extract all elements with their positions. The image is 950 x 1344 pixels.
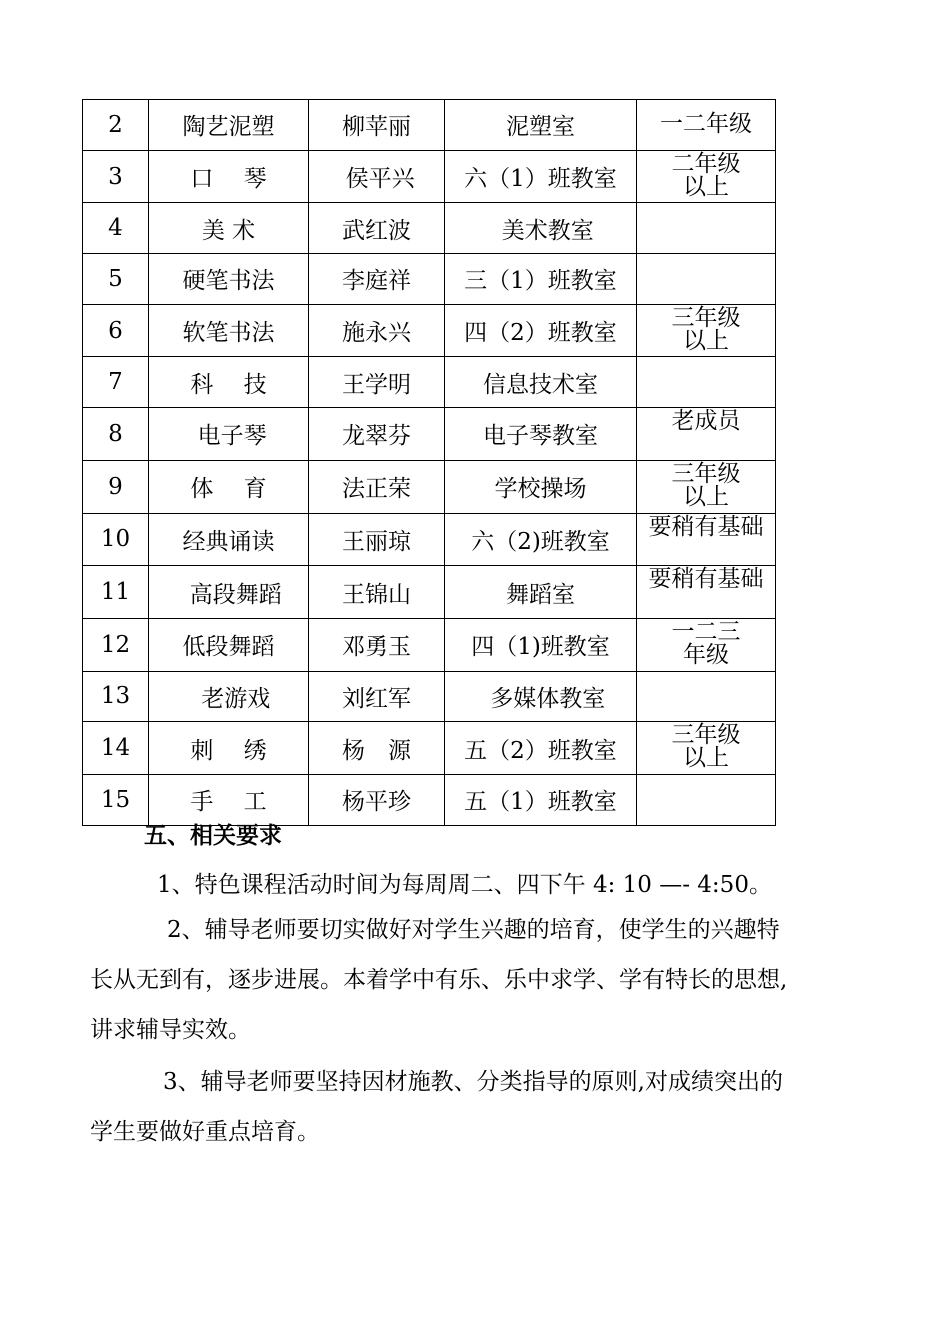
target-line: 三年级 [671,460,741,487]
location: 四（1)班教室 [445,618,637,671]
table-row [83,203,776,254]
location: 六（2)班教室 [445,513,637,566]
table-row [83,254,776,305]
location: 四（2）班教室 [445,304,637,357]
location: 电子琴教室 [445,408,637,461]
target-students [637,566,776,619]
row-number: 12 [83,618,149,671]
course-name: 口 琴 [149,150,309,203]
target-line: 以上 [683,327,729,354]
course-name: 陶艺泥塑 [149,100,309,151]
course-name: 老游戏 [149,671,309,722]
teacher-name: 刘红军 [309,671,445,722]
target-line: 一二年级 [660,111,752,138]
course-name: 体 育 [149,460,309,513]
teacher-name: 邓勇玉 [309,618,445,671]
target-students [637,618,776,671]
target-students [637,722,776,775]
row-number: 8 [83,408,149,461]
teacher-name: 龙翠芬 [309,408,445,461]
course-name: 经典诵读 [149,513,309,566]
teacher-name: 杨平珍 [309,774,445,825]
target-line: 老成员 [671,408,741,435]
target-line: 以上 [683,173,729,200]
row-number: 14 [83,722,149,775]
table-row [83,566,776,619]
location: 信息技术室 [445,357,637,408]
teacher-name: 侯平兴 [309,150,445,203]
target-line: 要稍有基础 [648,513,764,540]
target-line: 以上 [683,745,729,772]
target-students [637,408,776,461]
course-name: 低段舞蹈 [149,618,309,671]
target-line: 一二三 [671,618,741,645]
target-students [637,100,776,151]
location: 美术教室 [445,203,637,254]
teacher-name: 柳苹丽 [309,100,445,151]
row-number: 15 [83,774,149,825]
target-line: 以上 [683,483,729,510]
target-students [637,203,776,254]
course-name: 刺 绣 [149,722,309,775]
target-students [637,357,776,408]
target-students [637,150,776,203]
location: 五（2）班教室 [445,722,637,775]
location: 三（1）班教室 [445,254,637,305]
target-line: 三年级 [671,304,741,331]
table-row [83,304,776,357]
row-number: 10 [83,513,149,566]
location: 多媒体教室 [445,671,637,722]
teacher-name: 法正荣 [309,460,445,513]
course-name: 硬笔书法 [149,254,309,305]
course-name: 美 术 [149,203,309,254]
location: 泥塑室 [445,100,637,151]
table-row [83,722,776,775]
section-heading: 五、相关要求 [144,823,282,849]
course-name: 电子琴 [149,408,309,461]
course-name: 手 工 [149,774,309,825]
table-row [83,100,776,151]
location: 六（1）班教室 [445,150,637,203]
teacher-name: 武红波 [309,203,445,254]
row-number: 4 [83,203,149,254]
row-number: 7 [83,357,149,408]
table-row [83,618,776,671]
row-number: 13 [83,671,149,722]
requirement-3: 3、辅导老师要坚持因材施教、分类指导的原则,对成绩突出的 学生要做好重点培育。 [90,1069,783,1145]
location: 五（1）班教室 [445,774,637,825]
row-number: 5 [83,254,149,305]
course-name: 科 技 [149,357,309,408]
course-table-body [83,100,776,826]
target-students [637,254,776,305]
teacher-name: 王丽琼 [309,513,445,566]
location: 学校操场 [445,460,637,513]
course-name: 软笔书法 [149,304,309,357]
requirement-1: 1、特色课程活动时间为每周周二、四下午 4: 10 —- 4:50。 [157,872,772,898]
target-line: 二年级 [671,150,741,177]
requirement-2: 2、辅导老师要切实做好对学生兴趣的培育，使学生的兴趣特 长从无到有，逐步进展。本着学中有乐、乐中求学、学有特长的思想, 讲求辅导实效。 [90,917,788,1043]
target-line: 要稍有基础 [648,566,764,593]
target-students [637,774,776,825]
table-row [83,460,776,513]
row-number: 9 [83,460,149,513]
teacher-name: 李庭祥 [309,254,445,305]
teacher-name: 王锦山 [309,566,445,619]
target-students [637,513,776,566]
row-number: 6 [83,304,149,357]
table-row [83,150,776,203]
teacher-name: 杨 源 [309,722,445,775]
course-name: 高段舞蹈 [149,566,309,619]
target-line: 年级 [683,641,729,668]
row-number: 3 [83,150,149,203]
target-students [637,304,776,357]
row-number: 2 [83,100,149,151]
target-students [637,460,776,513]
row-number: 11 [83,566,149,619]
table-row [83,408,776,461]
location: 舞蹈室 [445,566,637,619]
table-row [83,513,776,566]
table-row [83,671,776,722]
teacher-name: 王学明 [309,357,445,408]
table-row [83,357,776,408]
target-line: 三年级 [671,722,741,749]
target-students [637,671,776,722]
teacher-name: 施永兴 [309,304,445,357]
course-table [82,99,776,826]
